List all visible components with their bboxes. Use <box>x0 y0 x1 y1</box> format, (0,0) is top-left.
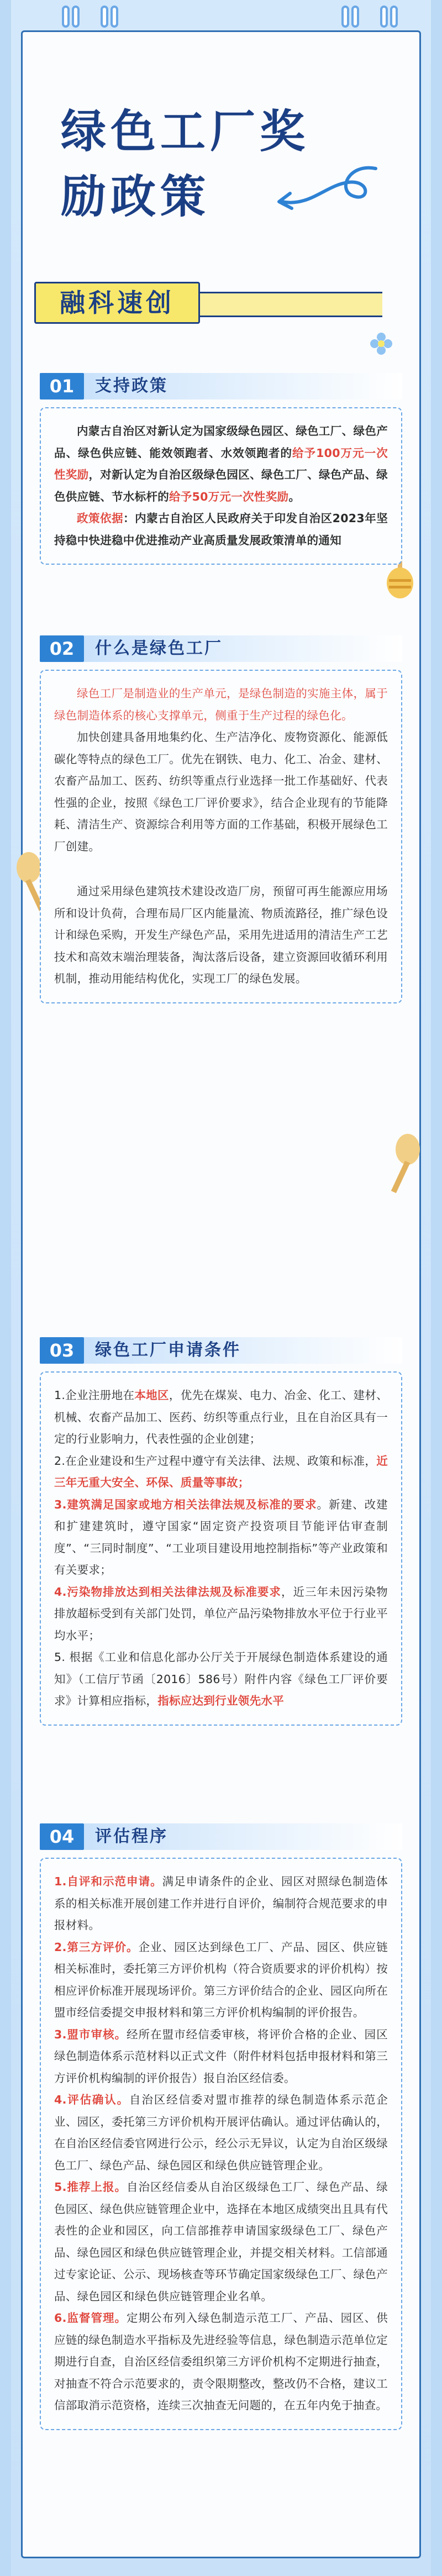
ribbon-tail <box>200 292 382 317</box>
body-paragraph: 通过采用绿色建筑技术建设改造厂房，预留可再生能源应用场所和设计负荷，合理布局厂区内能量流、物质流路径，推广绿色设计和绿色采购，开发生产绿色产品，采用先进适用的清洁生产工艺技术和高效末端治理装备，淘汰落后设备，建立资源回收循环利用机制，推动用能结构优化，实现工厂的绿色发展。 <box>54 885 388 985</box>
policy-basis-text: ：内蒙古自治区人民政府关于印发自治区2023年坚持稳中快进稳中优进推动产业高质量发展政策清单的通知 <box>54 512 388 547</box>
section-content-box <box>40 670 402 1003</box>
section-header <box>40 373 402 399</box>
condition-text: ，近三年未因污染物排放超标受到有关部门处罚，单位产品污染物排放水平位于行业平均水平； <box>54 1585 388 1642</box>
flower-icon <box>369 332 393 356</box>
step-heading: 1.自评和示范申请。 <box>54 1875 162 1888</box>
step-heading: 6.监督管理。 <box>54 2311 127 2325</box>
spacer <box>54 858 388 881</box>
section-title: 什么是绿色工厂 <box>95 639 223 658</box>
policy-text: ，对新认定为自治区级绿色园区、绿色工厂、绿色产品、绿色供应链、节水标杆的 <box>54 468 388 503</box>
section-number: 03 <box>40 1337 84 1364</box>
step-heading: 2.第三方评价。 <box>54 1940 139 1954</box>
step-text: 满足申请条件的企业、园区对照绿色制造体系的相关标准开展创建工作并进行自评价，编制符合规范要求的申报材料。 <box>54 1875 388 1932</box>
section-title: 评估程序 <box>95 1827 168 1846</box>
policy-text: 。 <box>288 490 301 503</box>
step-text: 自治区经信委对盟市推荐的绿色制造体系示范企业、园区，委托第三方评价机构开展评估确认。通过评估确认的，在自治区经信委官网进行公示，经公示无异议，认定为自治区级绿色工厂、绿色产品、绿色园区和绿色供应链管理企业。 <box>54 2093 388 2172</box>
step-text: 定期公布列入绿色制造示范工厂、产品、园区、供应链的绿色制造水平指标及先进经验等信息，绿色制造示范单位定期进行自查，自治区经信委组织第三方评价机构不定期进行抽查，对抽查不符合示范要求的，责令限期整改，整改仍不合格，建议工信部取消示范资格，连续三次抽查无问题的，在五年内免于抽查。 <box>54 2311 388 2412</box>
policy-text: 内蒙古自治区对新认定为国家级绿色园区、绿色工厂、绿色产品、绿色供应链、能效领跑者、水效领跑者的 <box>54 424 388 460</box>
condition-item <box>54 1385 388 1450</box>
step-heading: 4.评估确认。 <box>54 2093 130 2106</box>
condition-highlight: 近三年无重大安全、环保、质量等事故； <box>54 1454 388 1489</box>
section-header <box>40 1823 402 1850</box>
condition-item <box>54 1450 388 1494</box>
condition-item <box>54 1647 388 1712</box>
procedure-step <box>54 2177 388 2307</box>
binder-ring-icon <box>380 6 397 39</box>
policy-highlight: 给予100万元一次性奖励 <box>54 446 388 481</box>
section-content-box <box>40 407 402 565</box>
condition-item <box>54 1494 388 1581</box>
condition-text: 1.企业注册地在 <box>54 1389 135 1402</box>
section-what-is-green-factory <box>40 635 402 1003</box>
procedure-step <box>54 2307 388 2417</box>
procedure-step <box>54 1871 388 1937</box>
step-text: 经所在盟市经信委审核，将评价合格的企业、园区绿色制造体系示范材料以正式文件（附件材料包括申报材料和第三方评价机构编制的评价报告）报自治区经信委。 <box>54 2027 388 2085</box>
step-heading: 3.盟市审核。 <box>54 2027 127 2041</box>
step-text: 自治区经信委从自治区级绿色工厂、绿色产品、绿色园区、绿色供应链管理企业中，选择在本地区成绩突出且具有代表性的企业和园区，向工信部推荐申请国家级绿色工厂、绿色产品、绿色园区和绿色供应链管理企业，并提交相关材料。工信部通过专家论证、公示、现场核查等环节确定国家级绿色工厂、绿色产品、绿色园区和绿色供应链管理企业名单。 <box>54 2180 388 2303</box>
squiggle-arrow-icon <box>265 157 381 218</box>
policy-highlight: 给予50万元一次性奖励 <box>169 490 289 503</box>
brand-ribbon <box>34 282 200 324</box>
policy-basis-paragraph <box>54 508 388 551</box>
section-title: 绿色工厂申请条件 <box>95 1340 241 1360</box>
section-evaluation-procedure <box>40 1823 402 2430</box>
right-edge-stripe <box>431 0 442 2576</box>
condition-highlight: 本地区 <box>134 1389 169 1402</box>
section-support-policy <box>40 373 402 565</box>
section-number: 01 <box>40 373 84 399</box>
step-text: 企业、园区达到绿色工厂、产品、园区、供应链相关标准时，委托第三方评价机构（符合资质要求的评价机构）按相应评价标准开展现场评价。第三方评价结合的企业、园区向所在盟市经信委提交申报材料和第三方评价机构编制的评价报告。 <box>54 1940 388 2019</box>
section-number: 02 <box>40 635 84 662</box>
condition-item <box>54 1581 388 1647</box>
condition-highlight: 指标应达到行业领先水平 <box>157 1694 285 1707</box>
binder-ring-icon <box>341 6 358 39</box>
section-content-box <box>40 1371 402 1726</box>
title-line-1: 绿色工厂奖 <box>61 106 310 158</box>
brand-ribbon-text: 融科速创 <box>60 288 175 318</box>
condition-text: 5. 根据《工业和信息化部办公厅关于开展绿色制造体系建设的通知》（工信厅节函〔2016〕586号）附件内容《绿色工厂评价要求》计算相应指标， <box>54 1650 388 1707</box>
section-application-conditions <box>40 1337 402 1726</box>
section-content-box <box>40 1858 402 2430</box>
policy-basis-label: 政策依据 <box>77 512 124 525</box>
condition-text: ，优先在煤炭、电力、冶金、化工、建材、机械、农畜产品加工、医药、纺织等重点行业，且在自治区具有一定的行业影响力，代表性强的企业创建； <box>54 1389 388 1445</box>
binder-ring-icon <box>62 6 78 39</box>
condition-text: 。新建、改建和扩建建筑时，遵守国家“固定资产投资项目节能评估审查制度”、“三同时制度”、“工业项目建设用地控制指标”等产业政策和有关要求； <box>54 1497 388 1576</box>
step-heading: 5.推荐上报。 <box>54 2180 127 2194</box>
procedure-step <box>54 2089 388 2177</box>
procedure-step <box>54 2024 388 2090</box>
title-line-2: 励政策 <box>61 171 211 223</box>
policy-paragraph <box>54 420 388 508</box>
section-number: 04 <box>40 1823 84 1850</box>
condition-highlight: 3.建筑满足国家或地方相关法律法规及标准的要求 <box>54 1497 317 1511</box>
body-paragraph: 加快创建具备用地集约化、生产洁净化、废物资源化、能源低碳化等特点的绿色工厂。优先在钢铁、电力、化工、冶金、建材、农畜产品加工、医药、纺织等重点行业选择一批工作基础好、代表性强的企业，按照《绿色工厂评价要求》，结合企业现有的节能降耗、清洁生产、资源综合利用等方面的工作基础，积极开展绿色工厂创建。 <box>54 730 388 853</box>
left-edge-stripe <box>0 0 11 2576</box>
binder-ring-icon <box>101 6 117 39</box>
section-header <box>40 635 402 662</box>
wooden-spoon-icon <box>381 1133 425 1194</box>
definition-paragraph: 绿色工厂是制造业的生产单元，是绿色制造的实施主体，属于绿色制造体系的核心支撑单元，侧重于生产过程的绿色化。 <box>54 687 388 722</box>
condition-highlight: 4.污染物排放达到相关法律法规及标准要求 <box>54 1585 281 1599</box>
section-header <box>40 1337 402 1364</box>
procedure-step <box>54 1937 388 2024</box>
section-title: 支持政策 <box>95 376 168 396</box>
condition-text: 2.在企业建设和生产过程中遵守有关法律、法规、政策和标准， <box>54 1454 377 1468</box>
